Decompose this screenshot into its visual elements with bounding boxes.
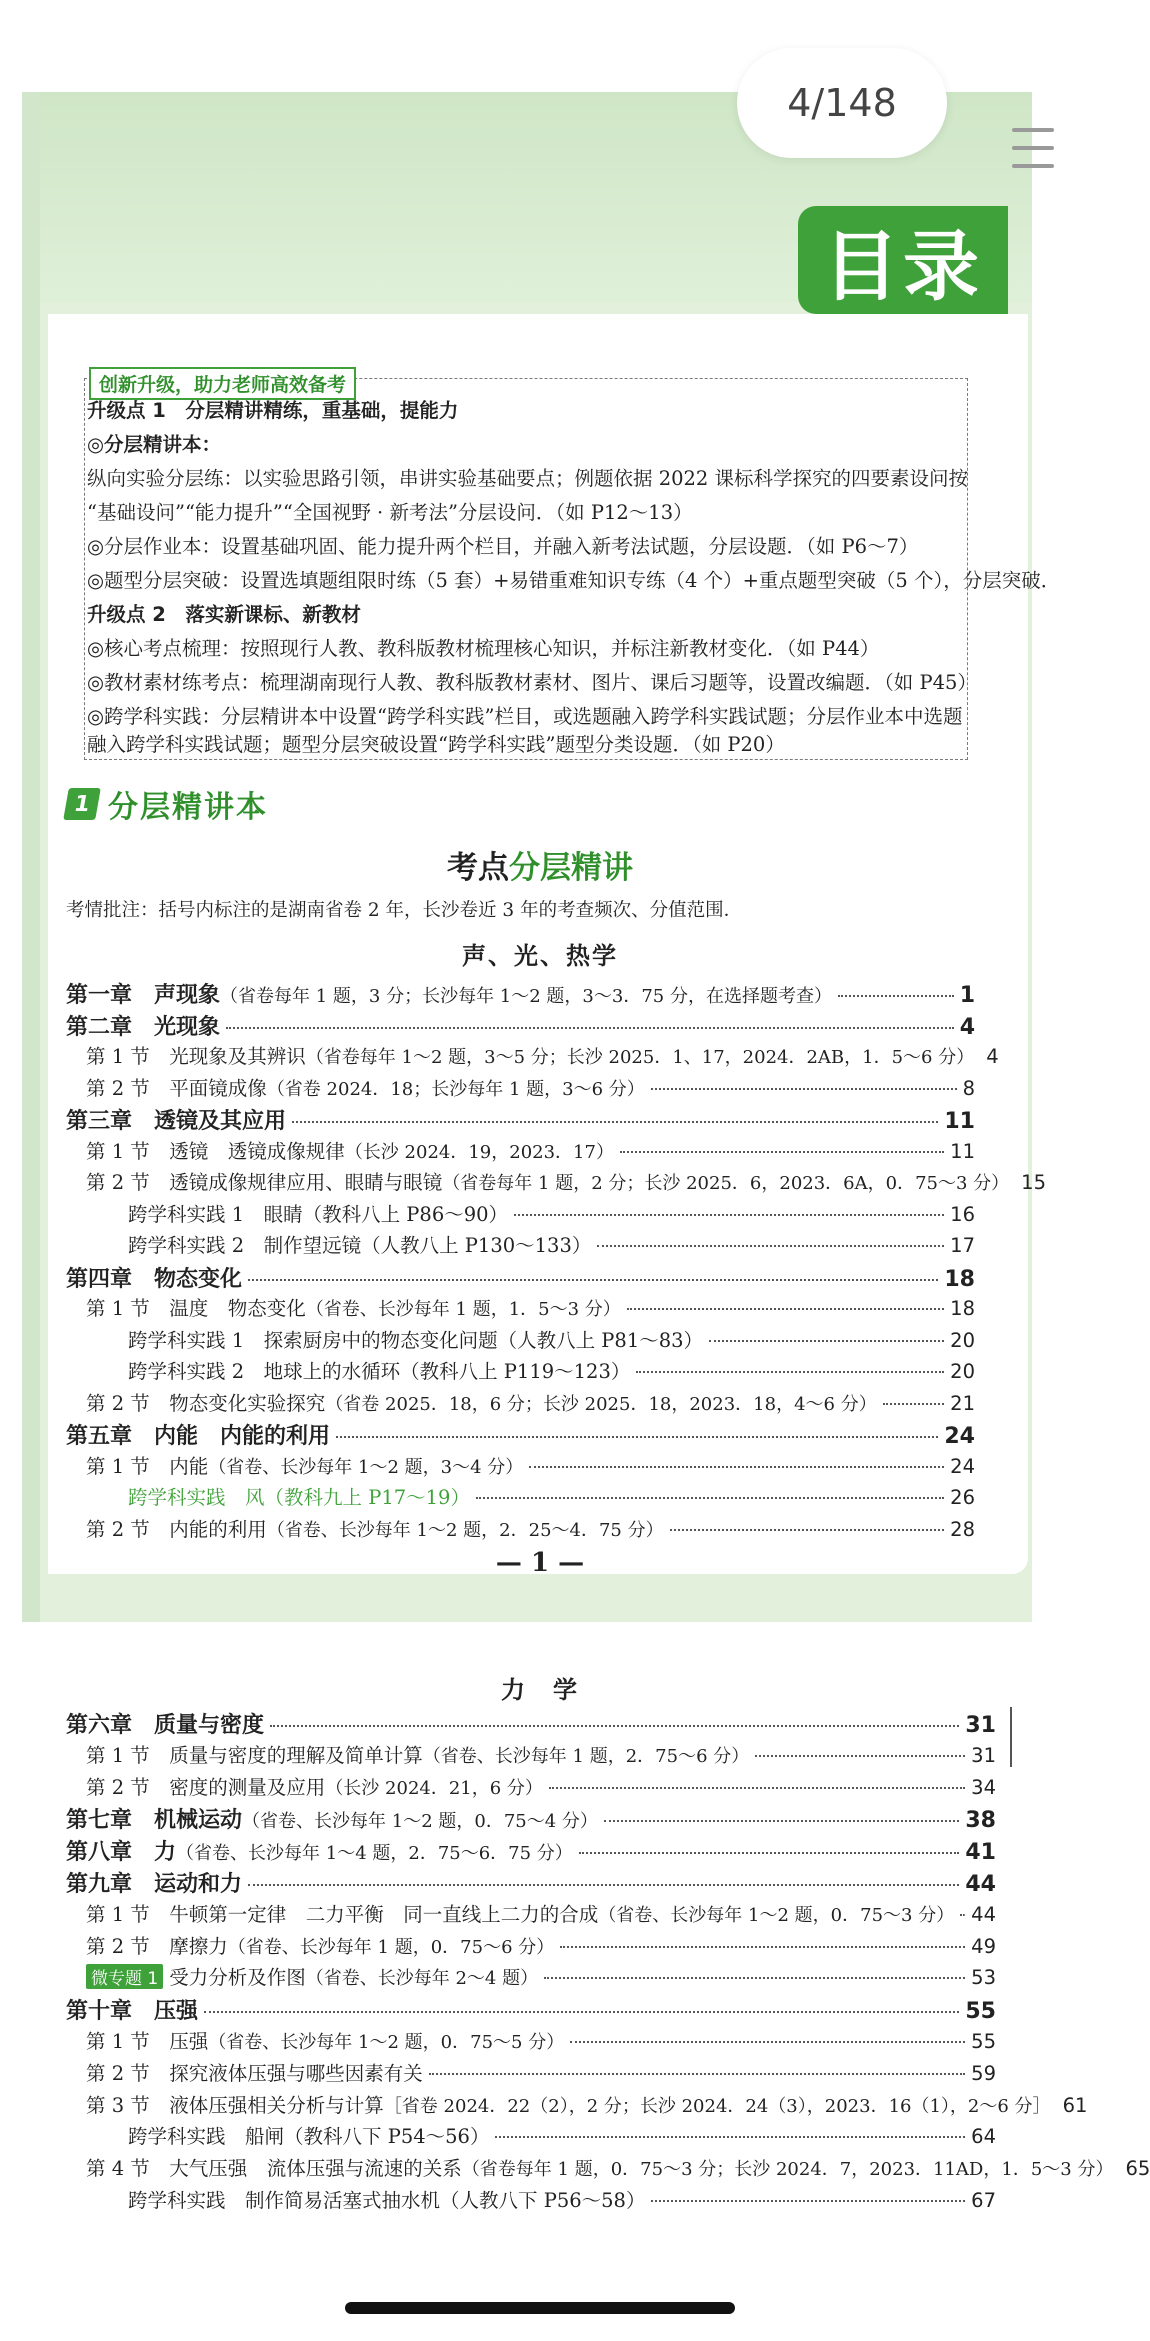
toc-page-number: 4 — [959, 1014, 975, 1040]
toc-entry-note: （长沙 2024．19，2023．17） — [344, 1141, 614, 1163]
toc-entry[interactable] — [66, 1835, 996, 1866]
toc-page-number: 21 — [950, 1391, 975, 1415]
toc-entry-text — [128, 1199, 508, 1227]
toc-page-number: 24 — [950, 1454, 975, 1478]
toc-entry-note: （省卷每年 1～2 题，3～5 分；长沙 2025．1、17，2024．2AB，1．5～6 分） — [305, 1047, 975, 1068]
toc-entry-text — [86, 1167, 1009, 1195]
toc-page-number: 34 — [971, 1775, 996, 1799]
toc-page-number: 44 — [965, 1872, 996, 1897]
toc-page-number: 38 — [965, 1808, 996, 1834]
toc-page-number: 31 — [965, 1713, 996, 1738]
toc-entry-label: 跨学科实践 1 眼睛 — [128, 1202, 303, 1226]
toc-entry-text — [128, 1356, 630, 1384]
info-line: ◎分层作业本：设置基础巩固、能力提升两个栏目，并融入新考法试题，分层设题．（如 P6～7） — [87, 535, 919, 558]
toc-entry-label: 第四章 物态变化 — [66, 1266, 243, 1292]
toc-entry-note: （省卷、长沙每年 1～4 题，2．75～6．75 分） — [176, 1843, 573, 1865]
toc-entry-label: 跨学科实践 风 — [128, 1486, 265, 1509]
toc-entry[interactable] — [86, 1451, 975, 1479]
toc-entry-text — [66, 1835, 573, 1866]
toc-entry[interactable] — [86, 2153, 1150, 2181]
toc-page-number: 59 — [971, 2061, 996, 2085]
toc-entry-label: 第 1 节 内能 — [86, 1454, 209, 1478]
toc-leader-dots — [579, 1852, 960, 1854]
toc-entry[interactable] — [86, 2090, 1088, 2118]
toc-entry[interactable] — [66, 1994, 996, 2025]
toc-entry-label: 第七章 机械运动 — [66, 1808, 243, 1834]
toc-entry-label: 第六章 质量与密度 — [66, 1713, 265, 1738]
toc-entry[interactable] — [128, 1199, 975, 1227]
toc-entry-note: （人教八上 P81～83） — [497, 1328, 704, 1352]
toc-page-number: 65 — [1125, 2157, 1150, 2181]
toc-entry-label: 第 1 节 光现象及其辨识 — [86, 1045, 306, 1068]
toc-entry-note: （教科九上 P17～19） — [264, 1486, 470, 1509]
toc-entry-label: 第 2 节 探究液体压强与哪些因素有关 — [86, 2061, 423, 2085]
toc-entry-text — [66, 1104, 286, 1135]
toc-entry[interactable] — [128, 1325, 975, 1353]
toc-entry-note: ［省卷 2024．22（2），2 分；长沙 2024．24（3），2023．16（1），2～6 分］ — [383, 2095, 1051, 2117]
toc-entry-text — [128, 2185, 645, 2213]
info-line: ◎分层精讲本： — [87, 433, 222, 456]
toc-leader-dots — [620, 1151, 944, 1153]
toc-entry-label: 第十章 压强 — [66, 1999, 199, 2025]
toc-entry[interactable] — [86, 1388, 975, 1416]
toc-entry-text — [128, 2121, 489, 2149]
toc-page-number: 61 — [1062, 2093, 1088, 2117]
toc-entry[interactable] — [128, 1356, 975, 1384]
toc-entry-note: （教科八下 P54～56） — [284, 2125, 490, 2149]
toc-leader-dots — [960, 1914, 965, 1916]
toc-entry-note: （长沙 2024．21，6 分） — [325, 1777, 543, 1799]
info-line: 纵向实验分层练：以实验思路引领，串讲实验基础要点；例题依据 2022 课标科学探究的四要素设问按 — [87, 467, 969, 490]
toc-page-number: 18 — [950, 1297, 975, 1320]
toc-page-number: 49 — [971, 1934, 996, 1958]
toc-page-number: 11 — [950, 1139, 975, 1163]
toc-entry-label: 第 1 节 压强 — [86, 2030, 209, 2053]
toc-entry-note: （省卷每年 1 题，3 分；长沙每年 1～2 题，3～3．75 分，在选择题考查） — [220, 986, 832, 1007]
toc-entry-note: （教科八上 P119～123） — [400, 1360, 631, 1383]
page-edge-line — [1010, 1707, 1012, 1767]
toc-entry-note: （省卷每年 1 题，2 分；长沙 2025．6，2023．6A，0．75～3 分） — [442, 1173, 1010, 1194]
toc-entry-note: （省卷、长沙每年 1 题，2．75～6 分） — [422, 1745, 750, 1767]
toc-page-number: 26 — [950, 1486, 975, 1509]
toc-entry-note: （省卷 2024．18；长沙每年 1 题，3～6 分） — [266, 1078, 645, 1100]
toc-entry-text — [86, 2153, 1113, 2181]
toc-entry-text — [86, 2058, 423, 2086]
toc-entry[interactable] — [66, 1010, 975, 1041]
info-line: ◎跨学科实践：分层精讲本中设置“跨学科实践”栏目，或选题融入跨学科实践试题；分层作业本中选题 — [87, 705, 963, 728]
page-counter[interactable]: 4/148 — [737, 48, 947, 158]
toc-entry-label: 第 1 节 温度 物态变化 — [86, 1297, 306, 1320]
toc-entry[interactable] — [86, 1167, 1046, 1195]
page-title: 目录 — [798, 206, 1008, 314]
toc-entry-text — [86, 1388, 877, 1416]
toc-entry[interactable] — [66, 1803, 996, 1834]
page-number: — 1 — — [495, 1548, 585, 1578]
toc-leader-dots — [883, 1403, 944, 1405]
toc-entry[interactable] — [66, 1419, 975, 1450]
toc-leader-dots — [560, 1946, 965, 1948]
kaodian-note: 考情批注：括号内标注的是湖南省卷 2 年，长沙卷近 3 年的考查频次、分值范围． — [66, 900, 743, 921]
toc-leader-dots — [529, 1466, 944, 1468]
toc-leader-dots — [651, 1088, 957, 1090]
toc-leader-dots — [709, 1340, 944, 1342]
toc-leader-dots — [476, 1497, 944, 1499]
toc-entry[interactable] — [66, 978, 975, 1009]
toc-entry-note: （省卷、长沙每年 1 题，0．75～6 分） — [227, 1936, 555, 1958]
upgrade-info-box — [84, 374, 1061, 760]
part1-subtitle: 声、光、热学 — [462, 942, 618, 970]
toc-entry-label: 跨学科实践 2 地球上的水循环 — [128, 1360, 401, 1383]
toc-entry-text — [86, 1293, 621, 1321]
toc-entry-text — [128, 1325, 703, 1353]
toc-entry-label: 第 1 节 质量与密度的理解及简单计算 — [86, 1743, 423, 1767]
toc-entry-note: （省卷、长沙每年 2～4 题） — [305, 1968, 539, 1990]
toc-entry-label: 第三章 透镜及其应用 — [66, 1109, 287, 1134]
toc-page-number: 28 — [950, 1517, 975, 1541]
info-line: 升级点 2 落实新课标、新教材 — [87, 603, 361, 626]
info-line: 融入跨学科实践试题；题型分层突破设置“跨学科实践”题型分类设题．（如 P20） — [87, 733, 785, 756]
part2-subtitle: 力 学 — [501, 1676, 579, 1704]
toc-entry[interactable] — [86, 1931, 996, 1959]
toc-entry[interactable] — [86, 1962, 996, 1990]
toc-entry[interactable] — [86, 1293, 975, 1321]
toc-entry-label: 第一章 声现象 — [66, 983, 221, 1008]
toc-entry-text — [128, 1230, 591, 1258]
toc-entry-note: （教科八上 P86～90） — [302, 1202, 509, 1226]
toc-leader-dots — [248, 1884, 959, 1886]
toc-leader-dots — [270, 1725, 959, 1727]
toc-entry-text — [86, 1899, 954, 1927]
home-indicator[interactable] — [345, 2302, 735, 2314]
toc-entry-text — [86, 1931, 554, 1959]
toc-entry-label: 第 2 节 平面镜成像 — [86, 1076, 267, 1100]
section-title: 分层精讲本 — [108, 790, 268, 825]
kaodian-title-b: 分层精讲 — [509, 850, 633, 886]
toc-entry-note: （省卷、长沙每年 1～2 题，0．75～5 分） — [208, 2032, 565, 2053]
toc-entry-text — [66, 1994, 198, 2025]
toc-entry-note: （省卷、长沙每年 1～2 题，0．75～4 分） — [242, 1811, 598, 1833]
toc-entry-note: （省卷每年 1 题，0．75～3 分；长沙 2024．7，2023．11AD，1．5～3 分） — [461, 2159, 1114, 2181]
toc-entry-label: 第八章 力 — [66, 1840, 177, 1866]
toc-page-number: 53 — [971, 1966, 996, 1990]
info-line: ◎题型分层突破：设置选填题组限时练（5 套）+易错重难知识专练（4 个）+重点题型突破（5 个），分层突破． — [87, 569, 1061, 592]
toc-entry[interactable] — [86, 1136, 975, 1164]
toc-leader-dots — [336, 1436, 938, 1438]
toc-entry-text — [66, 1262, 242, 1293]
toc-page-number: 15 — [1021, 1171, 1046, 1194]
toc-leader-dots — [755, 1755, 965, 1757]
toc-page-number: 20 — [950, 1328, 975, 1352]
toc-page-number: 16 — [950, 1202, 975, 1226]
toc-entry-note: （人教八下 P56～58） — [440, 2189, 646, 2212]
toc-entry-note: （省卷、长沙每年 1～2 题，3～4 分） — [208, 1456, 524, 1478]
toc-entry-text — [86, 1772, 543, 1800]
toc-entry[interactable] — [86, 2058, 996, 2086]
toc-leader-dots — [627, 1308, 944, 1310]
toc-entry-label: 跨学科实践 制作简易活塞式抽水机 — [128, 2189, 441, 2212]
info-line: ◎教材素材练考点：梳理湖南现行人教、教科版教材素材、图片、课后习题等，设置改编题．（如 P45） — [87, 671, 977, 694]
toc-entry[interactable] — [86, 1041, 999, 1069]
section-number-badge: 1 — [63, 788, 101, 820]
toc-entry[interactable] — [86, 1899, 996, 1927]
toc-entry-text — [66, 1010, 220, 1041]
hamburger-menu-icon[interactable] — [992, 88, 1080, 208]
toc-page-number: 55 — [971, 2030, 996, 2053]
toc-entry-text — [66, 1803, 598, 1834]
toc-entry[interactable] — [86, 1073, 975, 1101]
toc-entry-label: 跨学科实践 船闸 — [128, 2125, 285, 2149]
toc-entry-text — [66, 1419, 330, 1450]
info-line: 升级点 1 分层精讲精练，重基础，提能力 — [87, 399, 459, 422]
section-heading — [66, 782, 268, 826]
toc-entry[interactable] — [86, 1740, 996, 1768]
toc-entry-text — [66, 1867, 242, 1898]
toc-leader-dots — [248, 1279, 938, 1281]
toc-entry-label: 第五章 内能 内能的利用 — [66, 1424, 331, 1449]
toc-leader-dots — [204, 2011, 959, 2013]
toc-entry-label: 第 2 节 物态变化实验探究 — [86, 1391, 326, 1415]
toc-page-number: 31 — [971, 1743, 996, 1767]
toc-entry-label: 第 2 节 密度的测量及应用 — [86, 1775, 326, 1799]
micro-topic-badge: 微专题 1 — [86, 1964, 163, 1989]
toc-leader-dots — [544, 1977, 965, 1979]
toc-entry-text — [86, 1041, 974, 1069]
toc-leader-dots — [226, 1027, 954, 1029]
toc-entry[interactable] — [128, 2121, 996, 2149]
toc-leader-dots — [670, 1529, 945, 1531]
toc-entry[interactable] — [86, 1772, 996, 1800]
toc-entry[interactable] — [66, 1867, 996, 1898]
toc-entry-label: 第 2 节 摩擦力 — [86, 1934, 228, 1958]
toc-entry[interactable] — [128, 1230, 975, 1258]
toc-entry[interactable] — [66, 1262, 975, 1293]
toc-page-number: 67 — [971, 2189, 996, 2212]
toc-entry-text — [86, 1740, 749, 1768]
toc-entry-text — [86, 1514, 664, 1542]
toc-entry-text — [128, 1482, 470, 1510]
toc-entry-note: （省卷、长沙每年 1～2 题，0．75～3 分） — [598, 1904, 955, 1926]
toc-page-number: 4 — [986, 1045, 999, 1068]
toc-entry-text — [86, 1073, 645, 1101]
toc-page-number: 44 — [971, 1902, 996, 1926]
toc-entry-label: 第 3 节 液体压强相关分析与计算 — [86, 2093, 384, 2117]
toc-entry-note: （省卷、长沙每年 1 题，1．5～3 分） — [305, 1299, 621, 1320]
toc-entry[interactable] — [128, 2185, 996, 2213]
toc-entry[interactable] — [86, 2026, 996, 2054]
toc-page-number: 24 — [944, 1424, 975, 1449]
toc-leader-dots — [549, 1787, 965, 1789]
toc-leader-dots — [292, 1121, 938, 1123]
toc-entry-text — [86, 1136, 614, 1164]
toc-entry-text — [66, 978, 832, 1009]
toc-leader-dots — [570, 2041, 965, 2043]
toc-entry-note: （省卷 2025．18，6 分；长沙 2025．18，2023．18，4～6 分） — [325, 1393, 877, 1415]
toc-entry-text — [66, 1708, 264, 1739]
toc-entry[interactable] — [66, 1708, 996, 1739]
toc-leader-dots — [651, 2200, 965, 2202]
toc-page-number: 17 — [950, 1234, 975, 1257]
toc-entry-label: 第二章 光现象 — [66, 1014, 221, 1040]
toc-entry-note: （省卷、长沙每年 1～2 题，2．25～4．75 分） — [266, 1519, 664, 1541]
kaodian-title-a: 考点 — [447, 850, 509, 886]
toc-entry-label: 第 1 节 透镜 透镜成像规律 — [86, 1139, 345, 1163]
toc-leader-dots — [514, 1214, 944, 1216]
toc-page-number: 64 — [971, 2125, 996, 2149]
kaodian-title — [0, 842, 1080, 887]
info-box-tag: 创新升级，助力老师高效备考 — [89, 367, 356, 400]
toc-leader-dots — [838, 995, 954, 997]
toc-page-number: 55 — [965, 1999, 996, 2025]
toc-leader-dots — [636, 1371, 944, 1373]
toc-leader-dots — [429, 2073, 965, 2075]
toc-leader-dots — [597, 1245, 944, 1247]
toc-entry-label: 跨学科实践 2 制作望远镜 — [128, 1234, 362, 1257]
toc-entry-label: 第九章 运动和力 — [66, 1872, 243, 1897]
toc-entry-label: 第 4 节 大气压强 流体压强与流速的关系 — [86, 2157, 462, 2181]
toc-page-number: 41 — [965, 1840, 996, 1866]
toc-entry-label: 受力分析及作图 — [169, 1966, 306, 1990]
toc-entry-label: 第 1 节 牛顿第一定律 二力平衡 同一直线上二力的合成 — [86, 1902, 599, 1926]
toc-page-number: 18 — [944, 1266, 975, 1292]
toc-page-number: 1 — [959, 983, 975, 1008]
toc-entry-note: （人教八上 P130～133） — [361, 1234, 592, 1257]
toc-entry[interactable] — [66, 1104, 975, 1135]
info-line: ◎核心考点梳理：按照现行人教、教科版教材梳理核心知识，并标注新教材变化．（如 P44） — [87, 637, 880, 660]
toc-leader-dots — [495, 2136, 965, 2138]
toc-entry-text — [86, 1451, 523, 1479]
toc-entry[interactable] — [86, 1514, 975, 1542]
toc-entry-text — [86, 2090, 1051, 2118]
toc-page-number: 8 — [962, 1076, 975, 1100]
toc-entry-text — [86, 1962, 538, 1990]
toc-entry-label: 第 2 节 透镜成像规律应用、眼睛与眼镜 — [86, 1171, 443, 1194]
toc-entry[interactable] — [128, 1482, 975, 1510]
toc-page-number: 11 — [944, 1109, 975, 1134]
toc-entry-text — [86, 2026, 564, 2054]
info-line: “基础设问”“能力提升”“全国视野 · 新考法”分层设问．（如 P12～13） — [87, 501, 693, 524]
toc-entry-label: 跨学科实践 1 探索厨房中的物态变化问题 — [128, 1328, 498, 1352]
toc-leader-dots — [604, 1820, 959, 1822]
toc-page-number: 20 — [950, 1360, 975, 1383]
toc-entry-label: 第 2 节 内能的利用 — [86, 1517, 267, 1541]
